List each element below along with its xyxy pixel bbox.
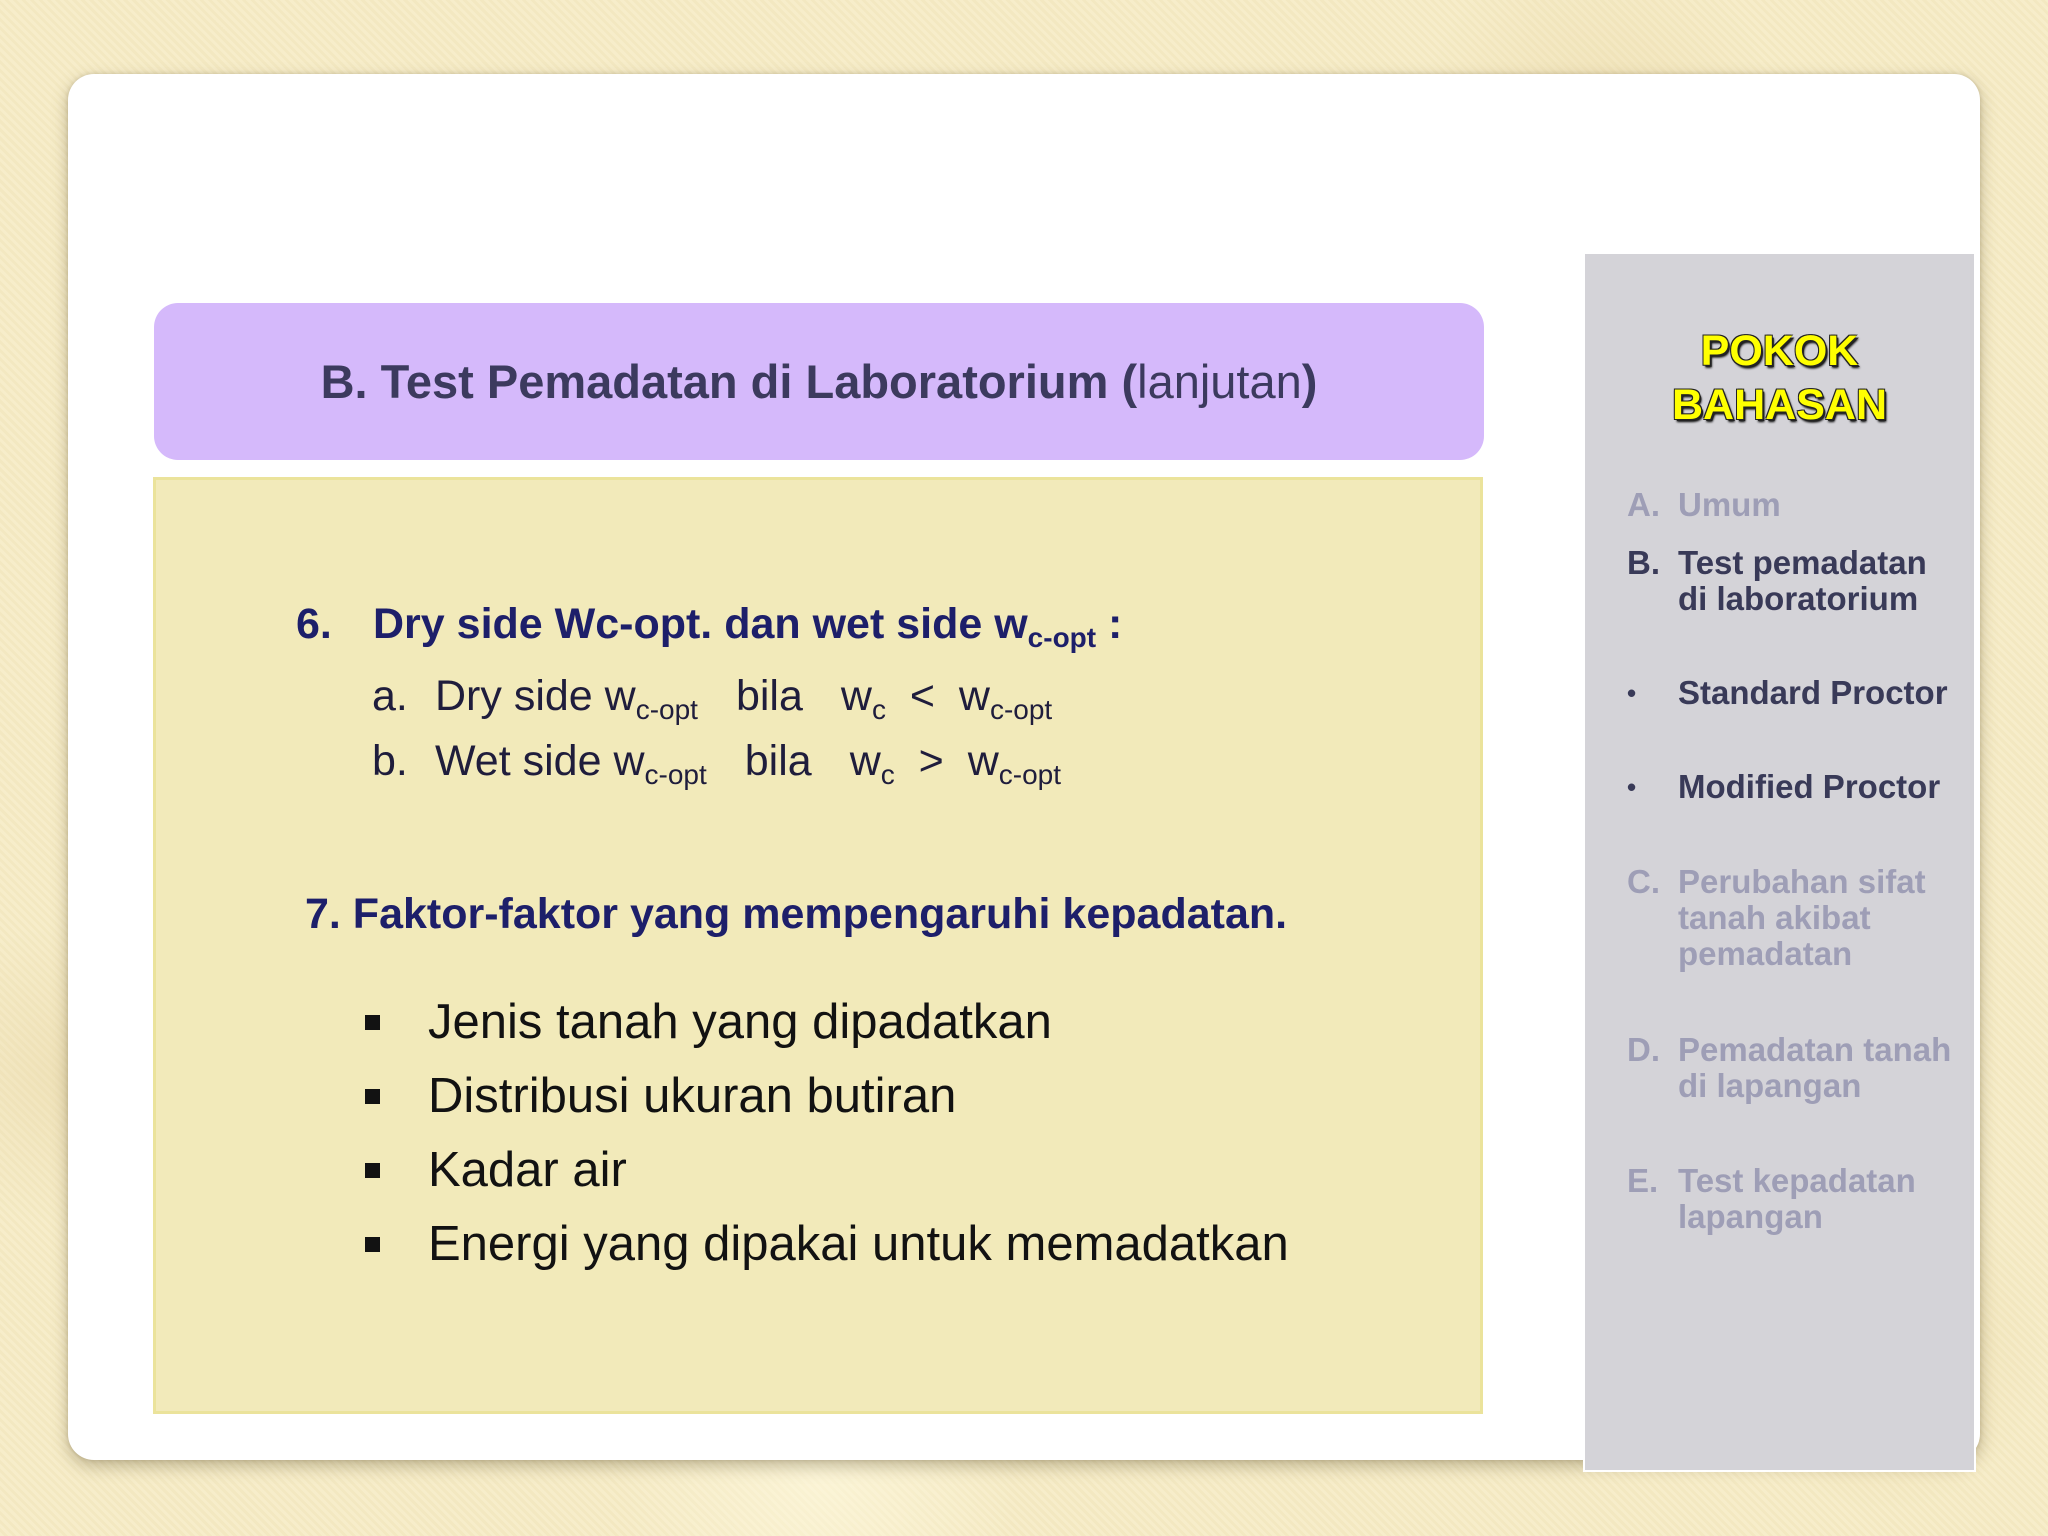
item7-heading: 7. Faktor-faktor yang mempengaruhi kepadatan. <box>305 890 1288 938</box>
subitem-operator: < <box>909 672 935 720</box>
subitem-rhs-sub: c-opt <box>989 694 1053 725</box>
subitem-rhs-sub: c-opt <box>998 759 1061 790</box>
subitem-operator: > <box>918 737 944 785</box>
square-bullet-icon <box>365 1015 380 1030</box>
slide-title-paren-close: ) <box>1301 355 1318 408</box>
topics-sidebar <box>1583 252 1976 1472</box>
factor-text: Distribusi ukuran butiran <box>428 1069 957 1123</box>
subitem-text: Wet side w <box>435 737 645 785</box>
topic-marker: B. <box>1627 544 1660 581</box>
factor-text: Jenis tanah yang dipadatkan <box>428 995 1052 1049</box>
subitem-var: w <box>840 672 872 720</box>
subitem-label: b. <box>372 737 408 785</box>
subitem-text: Dry side w <box>435 672 636 720</box>
subitem-rhs: w <box>967 737 999 785</box>
topic-d-pemadatan-lapangan[interactable] <box>1627 1032 1957 1104</box>
item6-subitem-b <box>372 737 1061 791</box>
subitem-var: w <box>849 737 881 785</box>
subitem-subscript: c-opt <box>644 759 707 790</box>
bullet-icon: • <box>1627 772 1637 802</box>
topic-label: Standard Proctor <box>1678 674 1948 711</box>
topic-label: Pemadatan tanah di lapangan <box>1678 1031 1952 1104</box>
subitem-label: a. <box>372 672 408 720</box>
item6-suffix: : <box>1096 600 1123 648</box>
topic-marker: A. <box>1627 486 1660 523</box>
topic-c-perubahan[interactable] <box>1627 864 1957 972</box>
slide-title <box>321 354 1318 409</box>
topic-b-test-pemadatan[interactable] <box>1627 545 1957 617</box>
item6-number: 6. <box>296 600 332 648</box>
topic-label: Umum <box>1678 486 1781 523</box>
square-bullet-icon <box>365 1163 380 1178</box>
slide-title-main: B. Test Pemadatan di Laboratorium <box>320 355 1109 408</box>
factor-text: Kadar air <box>428 1143 627 1197</box>
topic-marker: D. <box>1627 1031 1660 1068</box>
item6-heading <box>296 600 1122 654</box>
item6-text: Dry side Wc-opt. dan wet side w <box>373 600 1028 648</box>
topic-standard-proctor[interactable] <box>1627 675 1957 711</box>
topic-label: Perubahan sifat tanah akibat pemadatan <box>1678 863 1954 972</box>
sidebar-title <box>1585 324 1974 432</box>
topic-label: Test kepadatan lapangan <box>1678 1162 1916 1235</box>
subitem-bila: bila <box>735 672 803 720</box>
factor-text: Energi yang dipakai untuk memadatkan <box>428 1217 1289 1271</box>
factor-item <box>365 1059 1289 1133</box>
topic-label: Modified Proctor <box>1678 768 1941 805</box>
square-bullet-icon <box>365 1237 380 1252</box>
topic-marker: C. <box>1627 863 1660 900</box>
subitem-var-sub: c <box>880 759 895 790</box>
subitem-bila: bila <box>744 737 812 785</box>
factor-list <box>365 985 1289 1281</box>
sidebar-title-line2: BAHASAN <box>1672 381 1887 429</box>
title-box <box>154 303 1484 460</box>
factor-item <box>365 1207 1289 1281</box>
bullet-icon: • <box>1627 678 1637 708</box>
sidebar-title-line1: POKOK <box>1700 327 1859 375</box>
subitem-rhs: w <box>958 672 990 720</box>
factor-item <box>365 1133 1289 1207</box>
topic-a-umum[interactable] <box>1627 487 1957 523</box>
topic-modified-proctor[interactable] <box>1627 769 1957 805</box>
item6-subitem-a <box>372 672 1052 726</box>
slide-title-lanjutan: lanjutan <box>1137 355 1302 408</box>
topic-marker: E. <box>1627 1162 1659 1199</box>
topic-label: Test pemadatan di laboratorium <box>1678 544 1927 617</box>
slide-title-paren-open: ( <box>1108 355 1138 408</box>
square-bullet-icon <box>365 1089 380 1104</box>
item6-subscript: c-opt <box>1027 622 1097 653</box>
subitem-var-sub: c <box>871 694 886 725</box>
subitem-subscript: c-opt <box>635 694 698 725</box>
factor-item <box>365 985 1289 1059</box>
topic-e-test-kepadatan[interactable] <box>1627 1163 1957 1235</box>
